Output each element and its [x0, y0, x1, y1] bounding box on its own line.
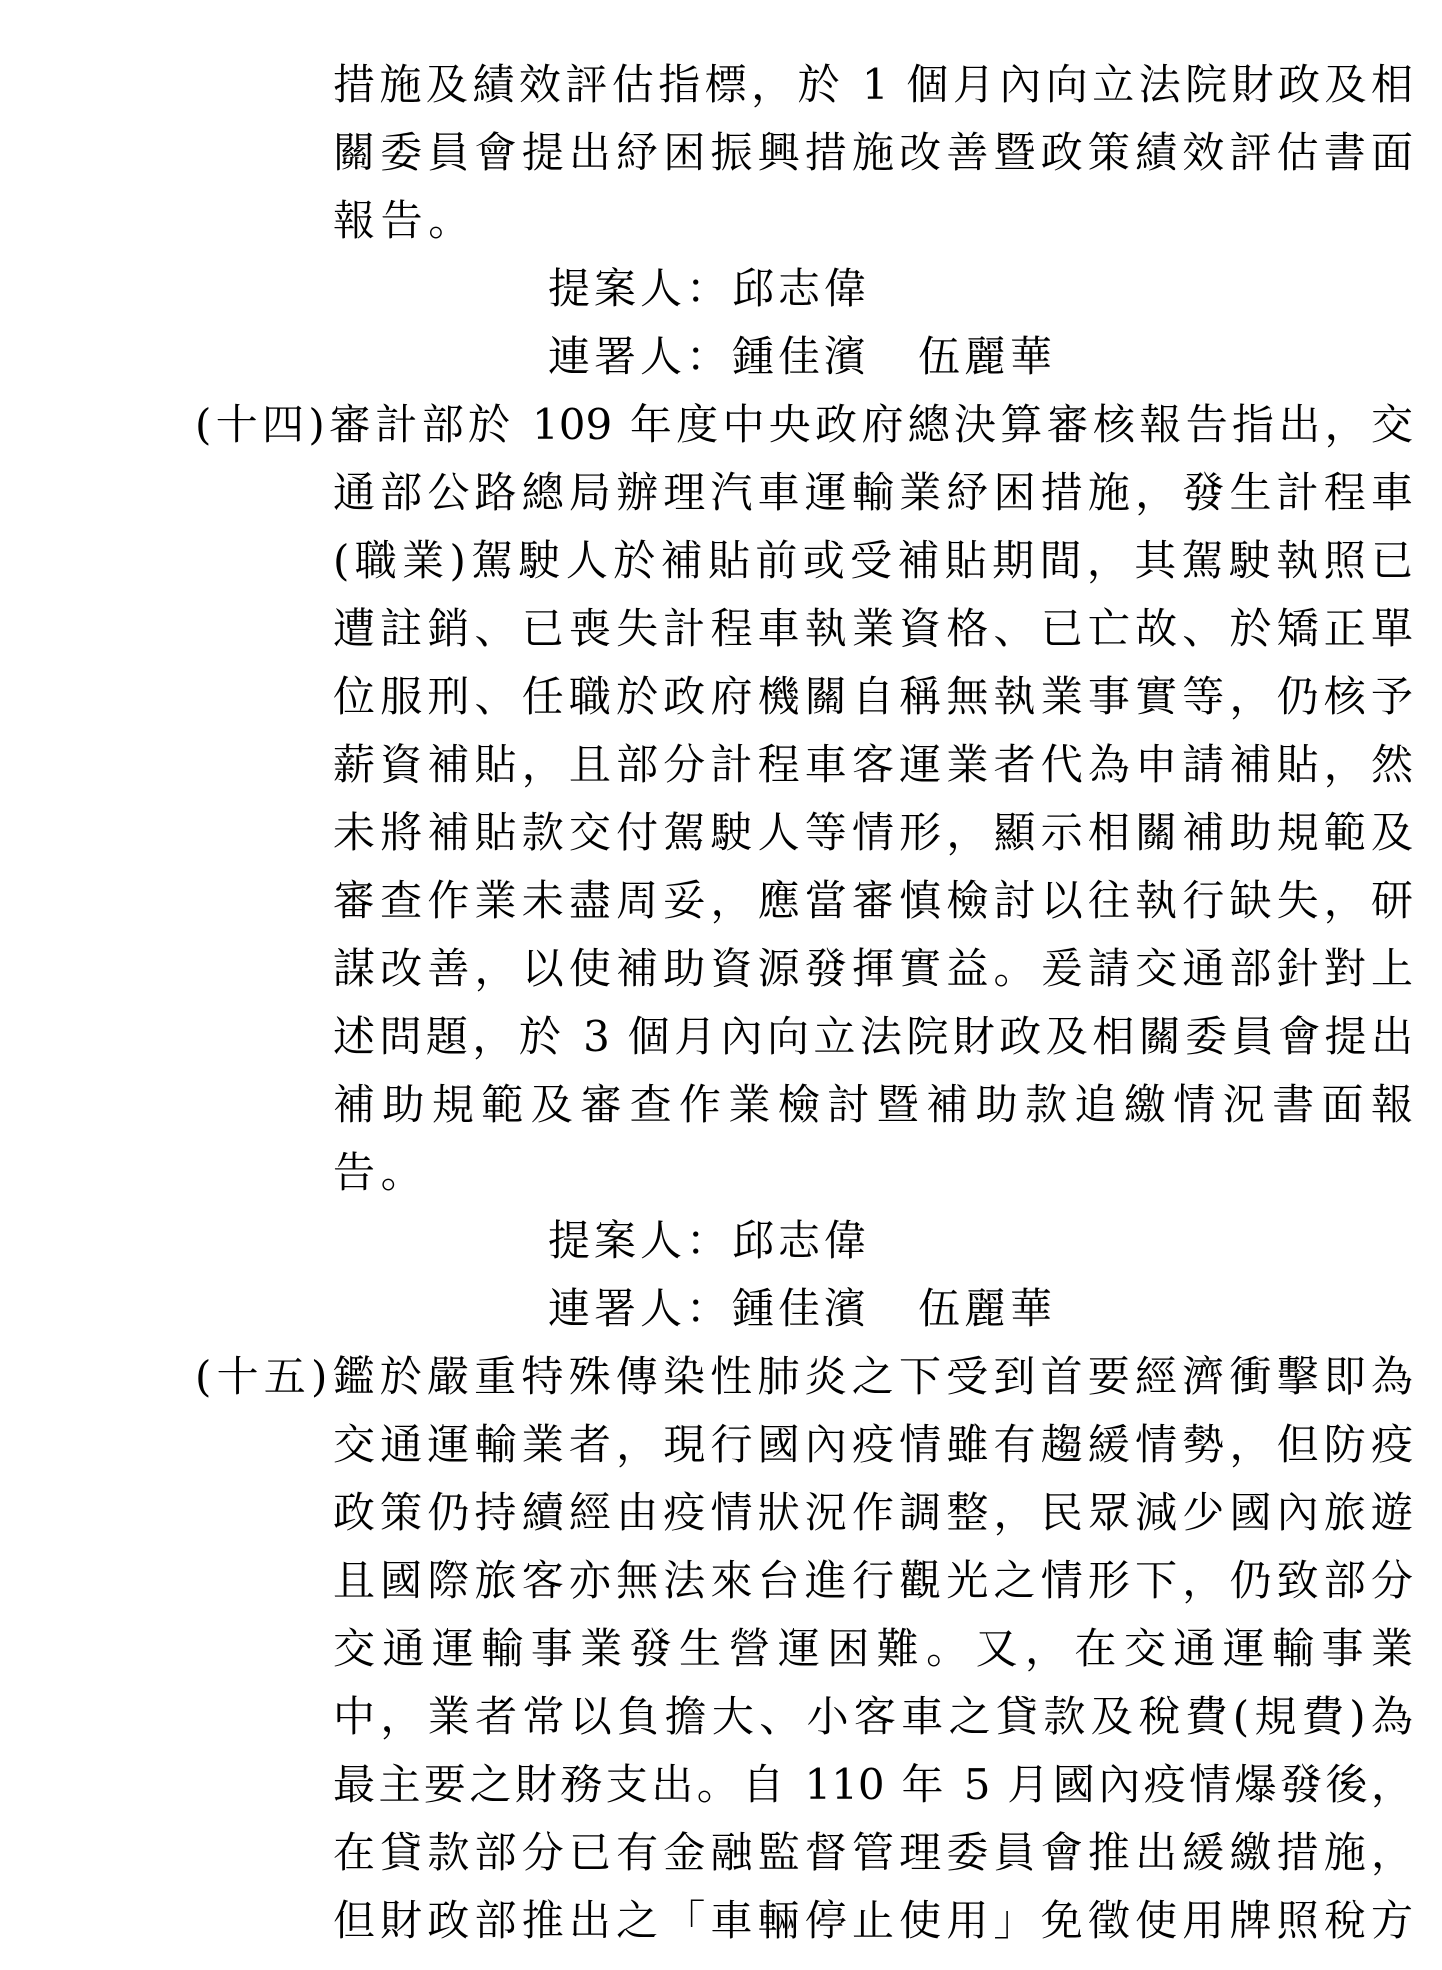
item-heading: [195, 390, 1413, 460]
paragraph-line: 政策仍持續經由疫情狀況作調整，民眾減少國內旅遊: [333, 1488, 1413, 1537]
paragraph-line: 交通運輸事業發生營運困難。又，在交通運輸事業: [333, 1624, 1413, 1673]
item-number: (十五): [195, 1352, 328, 1401]
paragraph-line: 措施及績效評估指標，於 1 個月內向立法院財政及相: [333, 60, 1413, 109]
paragraph-line: 在貸款部分已有金融監督管理委員會推出緩繳措施，: [333, 1828, 1413, 1877]
paragraph-line: 未將補貼款交付駕駛人等情形，顯示相關補助規範及: [333, 808, 1413, 857]
cosigners-line: [548, 1274, 1056, 1344]
cosigners-line: [548, 322, 1056, 392]
proposer-text: 提案人：邱志偉: [548, 264, 871, 313]
paragraph-line: (職業)駕駛人於補貼前或受補貼期間，其駕駛執照已: [333, 536, 1413, 585]
paragraph-line: 報告。: [333, 196, 476, 245]
item-first-line: 審計部於 109 年度中央政府總決算審核報告指出，交: [324, 400, 1413, 449]
paragraph-line: 審查作業未盡周妥，應當審慎檢討以往執行缺失，研: [333, 876, 1413, 925]
paragraph-line: 述問題，於 3 個月內向立法院財政及相關委員會提出: [333, 1012, 1413, 1061]
item-heading: [195, 1342, 1413, 1412]
cosigner-name: 伍麗華: [918, 332, 1057, 381]
cosigners-label: 連署人：: [548, 1284, 733, 1333]
cosigner-name: 伍麗華: [918, 1284, 1057, 1333]
cosigner-name: 鍾佳濱: [732, 1284, 871, 1333]
proposer-line: [548, 254, 870, 324]
paragraph-line: 補助規範及審查作業檢討暨補助款追繳情況書面報: [333, 1080, 1413, 1129]
paragraph-line: 薪資補貼，且部分計程車客運業者代為申請補貼，然: [333, 740, 1413, 789]
paragraph-line: 告。: [333, 1148, 429, 1197]
paragraph-line: 中，業者常以負擔大、小客車之貸款及稅費(規費)為: [333, 1692, 1413, 1741]
paragraph-line: 謀改善，以使補助資源發揮實益。爰請交通部針對上: [333, 944, 1413, 993]
proposer-line: [548, 1206, 870, 1276]
paragraph-line: 且國際旅客亦無法來台進行觀光之情形下，仍致部分: [333, 1556, 1413, 1605]
item-number: (十四): [195, 400, 325, 449]
paragraph-line: 但財政部推出之「車輛停止使用」免徵使用牌照稅方: [333, 1896, 1413, 1945]
cosigner-name: 鍾佳濱: [732, 332, 871, 381]
paragraph-line: 通部公路總局辦理汽車運輸業紓困措施，發生計程車: [333, 468, 1413, 517]
proposer-text: 提案人：邱志偉: [548, 1216, 871, 1265]
cosigners-label: 連署人：: [548, 332, 733, 381]
paragraph-line: 最主要之財務支出。自 110 年 5 月國內疫情爆發後，: [333, 1760, 1413, 1809]
item-first-line: 鑑於嚴重特殊傳染性肺炎之下受到首要經濟衝擊即為: [327, 1352, 1413, 1401]
paragraph-line: 關委員會提出紓困振興措施改善暨政策績效評估書面: [333, 128, 1413, 177]
paragraph-line: 遭註銷、已喪失計程車執業資格、已亡故、於矯正單: [333, 604, 1413, 653]
paragraph-line: 位服刑、任職於政府機關自稱無執業事實等，仍核予: [333, 672, 1413, 721]
paragraph-line: 交通運輸業者，現行國內疫情雖有趨緩情勢，但防疫: [333, 1420, 1413, 1469]
